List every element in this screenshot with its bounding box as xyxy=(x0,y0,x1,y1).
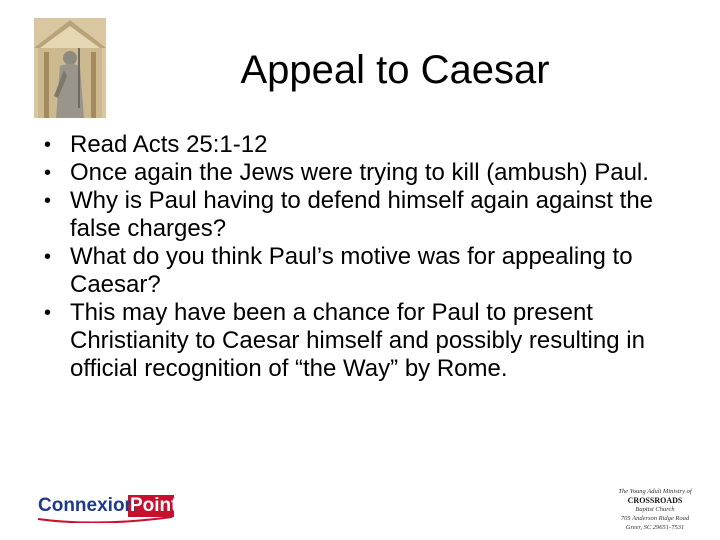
bullet-item: • Read Acts 25:1-12 xyxy=(44,131,268,158)
statue-image xyxy=(34,18,106,118)
bullet-dot-icon: • xyxy=(44,162,52,184)
crossroads-logo: The Young Adult Ministry of CROSSROADS Baptist Church 705 Anderson Ridge Road Greer, SC 29651-7531 xyxy=(618,488,692,531)
logo-text-point: Point xyxy=(130,495,178,516)
bullet-dot-icon: • xyxy=(44,246,52,268)
bullet-item: • This may have been a chance for Paul to present Christianity to Caesar himself and possibly resulting in official recognition of “the Way” by Rome. xyxy=(44,299,645,382)
bullet-item: • Why is Paul having to defend himself again against the false charges? xyxy=(44,187,654,242)
bullet-dot-icon: • xyxy=(44,190,52,212)
bullet-item: • What do you think Paul’s motive was for appealing to Caesar? xyxy=(44,243,633,298)
bullet-dot-icon: • xyxy=(44,134,52,156)
connexion-point-logo xyxy=(36,493,176,523)
slide-title: Appeal to Caesar xyxy=(240,48,550,92)
bullet-item: • Once again the Jews were trying to kill (ambush) Paul. xyxy=(44,159,649,186)
bullet-list xyxy=(44,131,694,383)
logo-text-connexion: Connexion xyxy=(38,495,137,516)
bullet-dot-icon: • xyxy=(44,302,52,324)
